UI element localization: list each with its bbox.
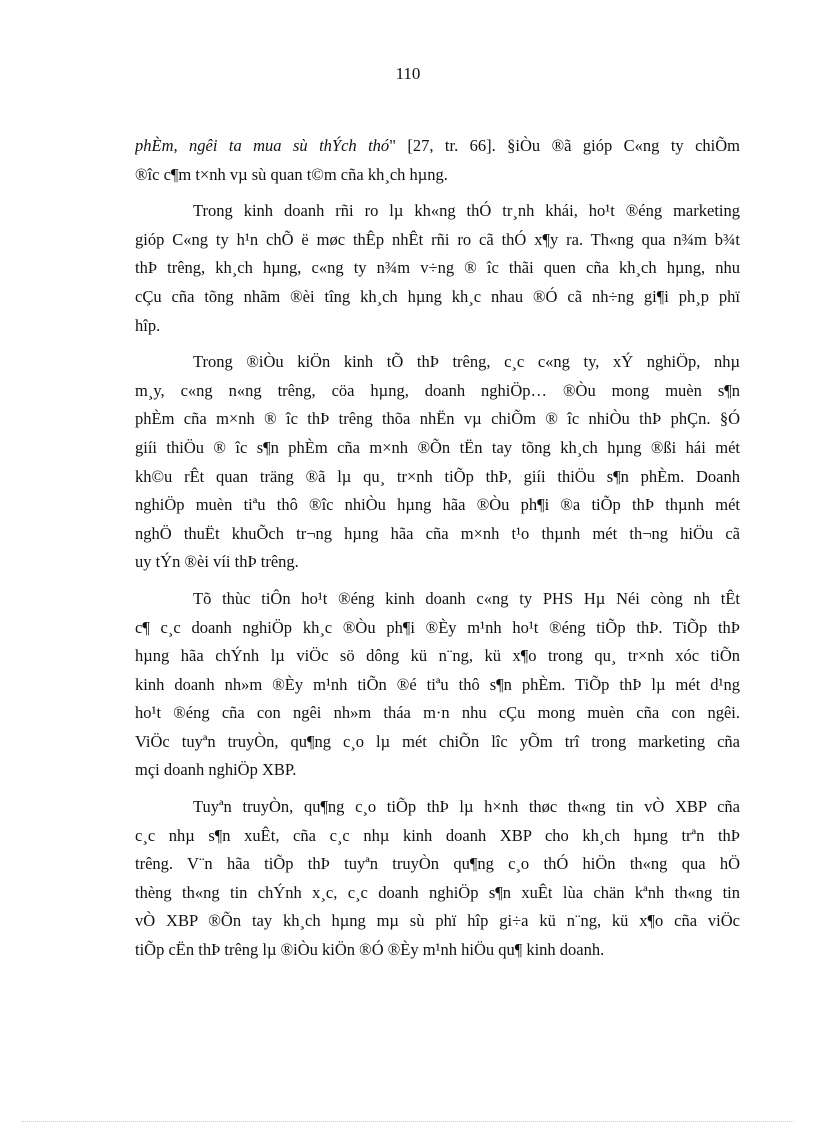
- page-number: 110: [395, 64, 421, 83]
- paragraph-2: [135, 197, 740, 340]
- text-line: ViÖc tuyªn truyÒn, qu¶ng c¸o lµ mét chiÕn lîc yÕm trî trong marketing cña: [135, 731, 740, 751]
- text-line: kh©u rÊt quan träng ®ã lµ qu¸ tr×nh tiÕp thÞ, giíi thiÖu s¶n phÈm. Doanh: [135, 466, 740, 486]
- text-line: thÞ trêng, kh¸ch hµng, c«ng ty n¾m v÷ng ® îc thãi quen cña kh¸ch hµng, nhu: [135, 258, 740, 278]
- text-line: gióp C«ng ty h¹n chÕ ë møc thÊp nhÊt rñi ro cã thÓ x¶y ra. Th«ng qua n¾m b¾t: [135, 229, 740, 249]
- text-line: hîp.: [135, 315, 161, 335]
- italic-quote: phÈm, ngêi ta mua sù thÝch thó: [135, 136, 390, 155]
- paragraph-1: [135, 132, 740, 189]
- text-line: phÈm cña m×nh ® îc thÞ trêng thõa nhËn vµ chiÕm ® îc nhiÒu thÞ phÇn. §Ó: [135, 409, 740, 429]
- text-line: vÒ XBP ®Õn tay kh¸ch hµng mµ sù phï hîp gi÷a kü n¨ng, kü x¶o cña viÖc: [135, 911, 740, 931]
- text-line: hµng hãa chÝnh lµ viÖc sö dông kü n¨ng, kü x¶o trong qu¸ tr×nh xóc tiÕn: [135, 646, 740, 666]
- text-line: mçi doanh nghiÖp XBP.: [135, 760, 297, 780]
- text-line: c¶ c¸c doanh nghiÖp kh¸c ®Òu ph¶i ®Èy m¹nh ho¹t ®éng tiÕp thÞ. TiÕp thÞ: [135, 617, 740, 637]
- text-segment: " [27, tr. 66]. §iÒu ®ã gióp C«ng ty chiÕm: [389, 136, 740, 155]
- paragraph-4: [135, 585, 740, 785]
- text-line: c¸c nhµ s¶n xuÊt, cña c¸c nhµ kinh doanh XBP cho kh¸ch hµng trªn thÞ: [135, 825, 740, 845]
- text-line: cÇu cña tõng nhãm ®èi tîng kh¸ch hµng kh¸c nhau ®Ó cã nh÷ng gi¶i ph¸p phï: [135, 286, 740, 306]
- text-line: ®îc c¶m t×nh vµ sù quan t©m cña kh¸ch hµng.: [135, 164, 448, 184]
- text-line: kinh doanh nh»m ®Èy m¹nh tiÕn ®é tiªu thô s¶n phÈm. TiÕp thÞ lµ mét d¹ng: [135, 674, 740, 694]
- text-line: uy tÝn ®èi víi thÞ trêng.: [135, 552, 299, 572]
- paragraph-3: [135, 348, 740, 577]
- text-line: trêng. V¨n hãa tiÕp thÞ tuyªn truyÒn qu¶ng c¸o thÓ hiÖn th«ng qua hÖ: [135, 854, 740, 874]
- text-line: Tuyªn truyÒn, qu¶ng c¸o tiÕp thÞ lµ h×nh thøc th«ng tin vÒ XBP cña: [193, 797, 740, 817]
- text-line: thèng th«ng tin chÝnh x¸c, c¸c doanh nghiÖp s¶n xuÊt lùa chän kªnh th«ng tin: [135, 882, 740, 902]
- page-bottom-rule: [22, 1121, 794, 1122]
- text-line: giíi thiÖu ® îc s¶n phÈm cña m×nh ®Õn tËn tay tõng kh¸ch hµng ®ßi hái mét: [135, 437, 740, 457]
- text-line: m¸y, c«ng n«ng trêng, cöa hµng, doanh nghiÖp… ®Òu mong muèn s¶n: [135, 380, 740, 400]
- text-line: Trong kinh doanh rñi ro lµ kh«ng thÓ tr¸nh khái, ho¹t ®éng marketing: [193, 201, 740, 221]
- text-line: tiÕp cËn thÞ trêng lµ ®iÒu kiÖn ®Ó ®Èy m¹nh hiÖu qu¶ kinh doanh.: [135, 940, 605, 960]
- text-line: nghÖ thuËt khuÕch tr¬ng hµng hãa cña m×nh t¹o thµnh mét th¬ng hiÖu cã: [135, 523, 740, 543]
- text-line: nghiÖp muèn tiªu thô ®îc nhiÒu hµng hãa ®Òu ph¶i ®a tiÕp thÞ thµnh mét: [135, 495, 740, 515]
- paragraph-5: [135, 793, 740, 965]
- text-line: [135, 132, 740, 161]
- text-line: ho¹t ®éng cña con ngêi nh»m tháa m·n nhu cÇu mong muèn cña con ngêi.: [135, 703, 740, 723]
- text-line: Trong ®iÒu kiÖn kinh tÕ thÞ trêng, c¸c c«ng ty, xÝ nghiÖp, nhµ: [193, 352, 740, 372]
- text-line: Tõ thùc tiÔn ho¹t ®éng kinh doanh c«ng ty PHS Hµ Néi còng nh tÊt: [193, 588, 740, 608]
- body-text: [135, 132, 740, 973]
